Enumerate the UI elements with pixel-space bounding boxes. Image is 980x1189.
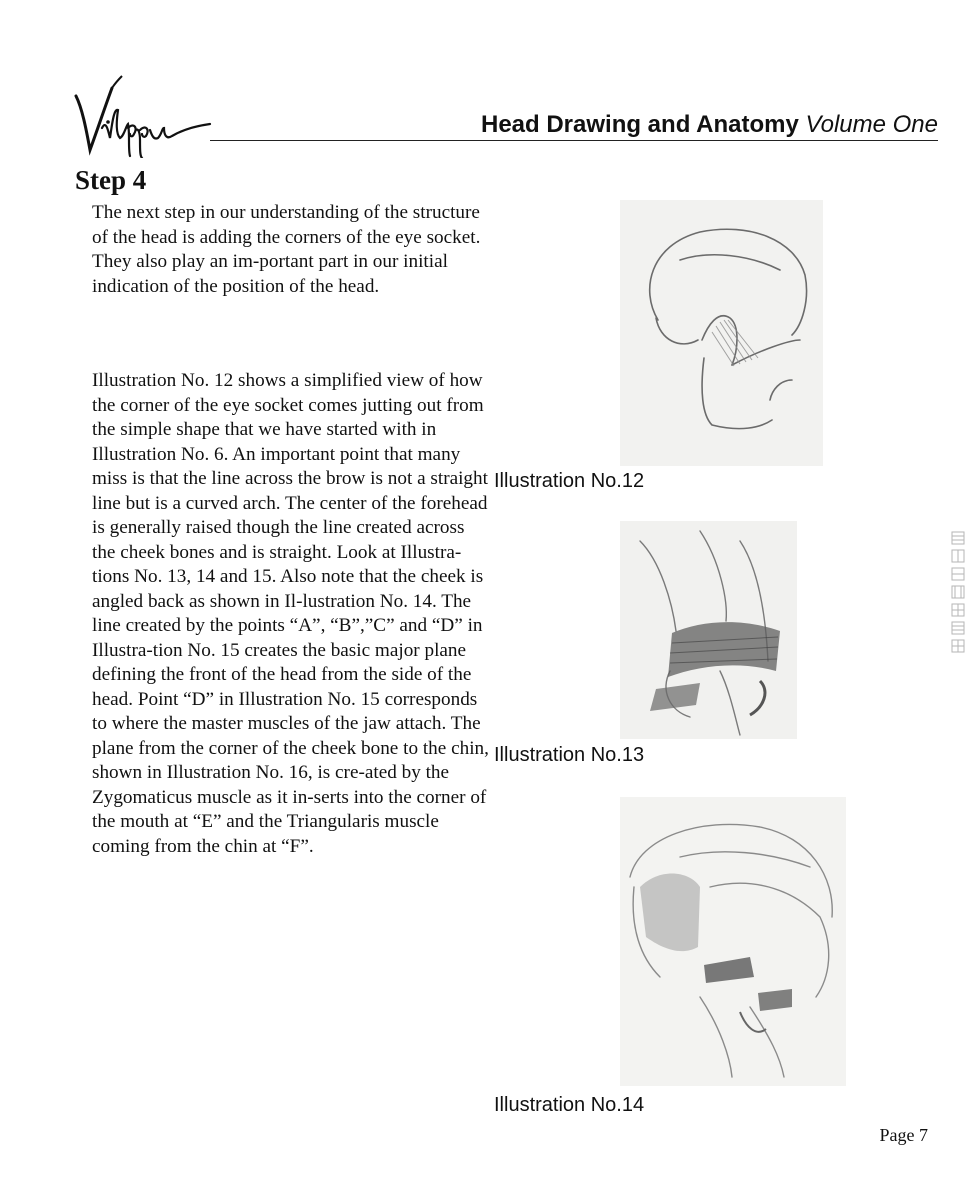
step-heading: Step 4 — [75, 165, 147, 195]
page-number: Page 7 — [879, 1125, 928, 1145]
illustration-12-caption: Illustration No.12 — [494, 470, 645, 492]
illustration-13-brow-sketch — [620, 521, 797, 739]
body-paragraph-intro: The next step in our understanding of the structure of the head is adding the corners of the eye socket. They also play an im-portant part in our initial indication of the position of the head. — [92, 202, 481, 297]
illustration-14-head-sketch — [620, 797, 846, 1086]
book-title — [412, 111, 938, 139]
illustration-14-caption: Illustration No.14 — [494, 1094, 645, 1116]
copyright-stamp-watermark — [944, 530, 972, 660]
header-rule — [210, 140, 938, 141]
book-title-main: Head Drawing and Anatomy — [480, 111, 799, 138]
book-title-volume: Volume One — [805, 111, 938, 138]
body-paragraph-main: Illustration No. 12 shows a simplified view of how the corner of the eye socket comes jutting out from the simple shape that we have started with in Illustration No. 6. An important point that many miss is that the line across the brow is not a straight line but is a curved arch. The center of the forehead is generally raised though the line created across the cheek bones and is straight. Look at Illustra-tions No. 13, 14 and 15. Also note that the cheek is angled back as shown in Il-lustration No. 14. The line created by the points “A”, “B”,”C” and “D” in Illustra-tion No. 15 creates the basic major plane defining the front of the head from the side of the head. Point “D” in Illustration No. 15 corresponds to where the master muscles of the jaw attach. The plane from the corner of the cheek bone to the chin, shown in Illustration No. 16, is cre-ated by the Zygomaticus muscle as it in-serts into the corner of the mouth at “E” and the Triangularis muscle coming from the chin at “F”. — [92, 370, 489, 857]
vilppu-signature-logo — [72, 68, 232, 158]
illustration-13-caption: Illustration No.13 — [494, 744, 645, 766]
illustration-12-skull-sketch — [620, 200, 823, 466]
